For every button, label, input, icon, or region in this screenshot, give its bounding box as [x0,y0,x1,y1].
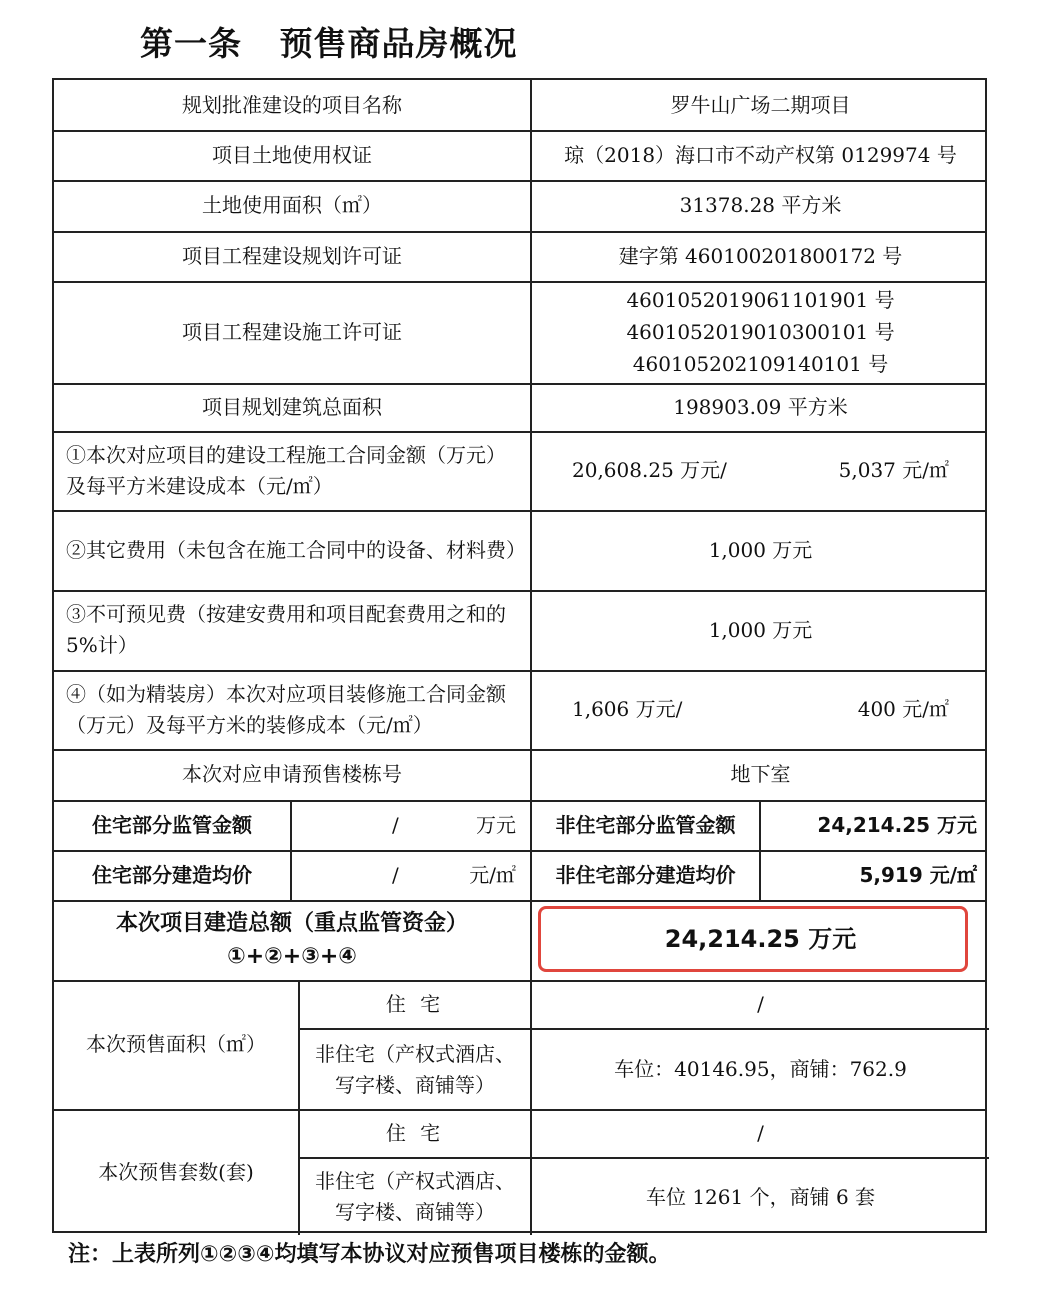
building-no-value: 地下室 [730,762,791,786]
item3-value: 1,000 万元 [708,617,813,642]
presale-area-nonres-value: 车位：40146.95，商铺：762.9 [614,1057,907,1081]
presale-area-label: 本次预售面积（㎡） [86,1032,266,1056]
total-formula: ①+②+③+④ [227,944,357,969]
project-name-value: 罗牛山广场二期项目 [670,92,851,117]
building-no-label: 本次对应申请预售楼栋号 [182,762,402,786]
item2-value: 1,000 万元 [708,537,813,562]
nonres-supervision-label: 非住宅部分监管金额 [555,812,736,837]
res-supervision-unit: 万元 [476,812,516,837]
item4-label: ④（如为精装房）本次对应项目装修施工合同金额（万元）及每平方米的装修成本（元/㎡） [66,681,506,737]
total-area-label: 项目规划建筑总面积 [202,394,382,419]
presale-units-nonres-value: 车位 1261 个，商铺 6 套 [645,1184,876,1209]
construction-permit-label: 项目工程建设施工许可证 [182,319,402,344]
land-cert-label: 项目土地使用权证 [212,142,372,167]
highlight-box [538,906,968,972]
nonres-supervision-value: 24,214.25 万元 [817,812,977,837]
construction-permit-1: 4601052019061101901 号 [626,288,895,312]
res-supervision-slash: / [392,812,399,837]
construction-permit-2: 4601052019010300101 号 [626,320,895,344]
res-price-slash: / [392,862,399,887]
presale-area-res-value: / [757,991,764,1016]
presale-units-label: 本次预售套数(套) [98,1159,254,1184]
res-price-unit: 元/㎡ [469,862,516,887]
section-title: 第一条 预售商品房概况 [140,24,518,63]
item2-label: ②其它费用（未包含在施工合同中的设备、材料费） [66,537,526,562]
construction-permit-3: 460105202109140101 号 [632,352,889,376]
land-area-value: 31378.28 平方米 [679,193,842,217]
total-value: 24,214.25 万元 [664,925,857,954]
item4-amount: 1,606 万元/ [572,697,683,721]
res-price-value [292,850,530,900]
nonres-price-value: 5,919 元/㎡ [859,862,977,887]
res-supervision-label: 住宅部分监管金额 [92,812,252,837]
project-name-label: 规划批准建设的项目名称 [182,92,402,117]
nonres-price-label: 非住宅部分建造均价 [555,862,736,887]
footnote: 注：上表所列①②③④均填写本协议对应预售项目楼栋的金额。 [68,1242,671,1267]
presale-area-nonres-label: 非住宅（产权式酒店、写字楼、商铺等） [315,1041,515,1097]
land-area-label: 土地使用面积（㎡） [202,193,382,217]
planning-permit-label: 项目工程建设规划许可证 [182,243,402,268]
res-price-label: 住宅部分建造均价 [92,862,252,887]
presale-units-res-label: 住 宅 [385,1120,445,1145]
item1-label: ①本次对应项目的建设工程施工合同金额（万元）及每平方米建设成本（元/㎡） [66,442,506,498]
total-label-text: 本次项目建造总额（重点监管资金） [115,911,468,936]
presale-units-res-value: / [757,1120,764,1145]
total-label [54,900,530,980]
item4-unit-cost: 400 元/㎡ [857,697,949,721]
item1-amount: 20,608.25 万元/ [572,458,727,482]
item1-unit-cost: 5,037 元/㎡ [838,458,949,482]
presale-units-nonres-label: 非住宅（产权式酒店、写字楼、商铺等） [315,1169,515,1224]
presale-overview-table [52,78,987,1233]
item1-value [532,431,989,510]
res-supervision-value [292,800,530,850]
construction-permit-values [532,281,989,383]
item4-value [532,670,989,749]
land-cert-value: 琼（2018）海口市不动产权第 0129974 号 [564,142,957,167]
planning-permit-value: 建字第 460100201800172 号 [618,243,903,268]
item3-label: ③不可预见费（按建安费用和项目配套费用之和的 5%计） [66,602,506,657]
presale-area-res-label: 住 宅 [385,991,445,1016]
total-area-value: 198903.09 平方米 [673,394,848,419]
